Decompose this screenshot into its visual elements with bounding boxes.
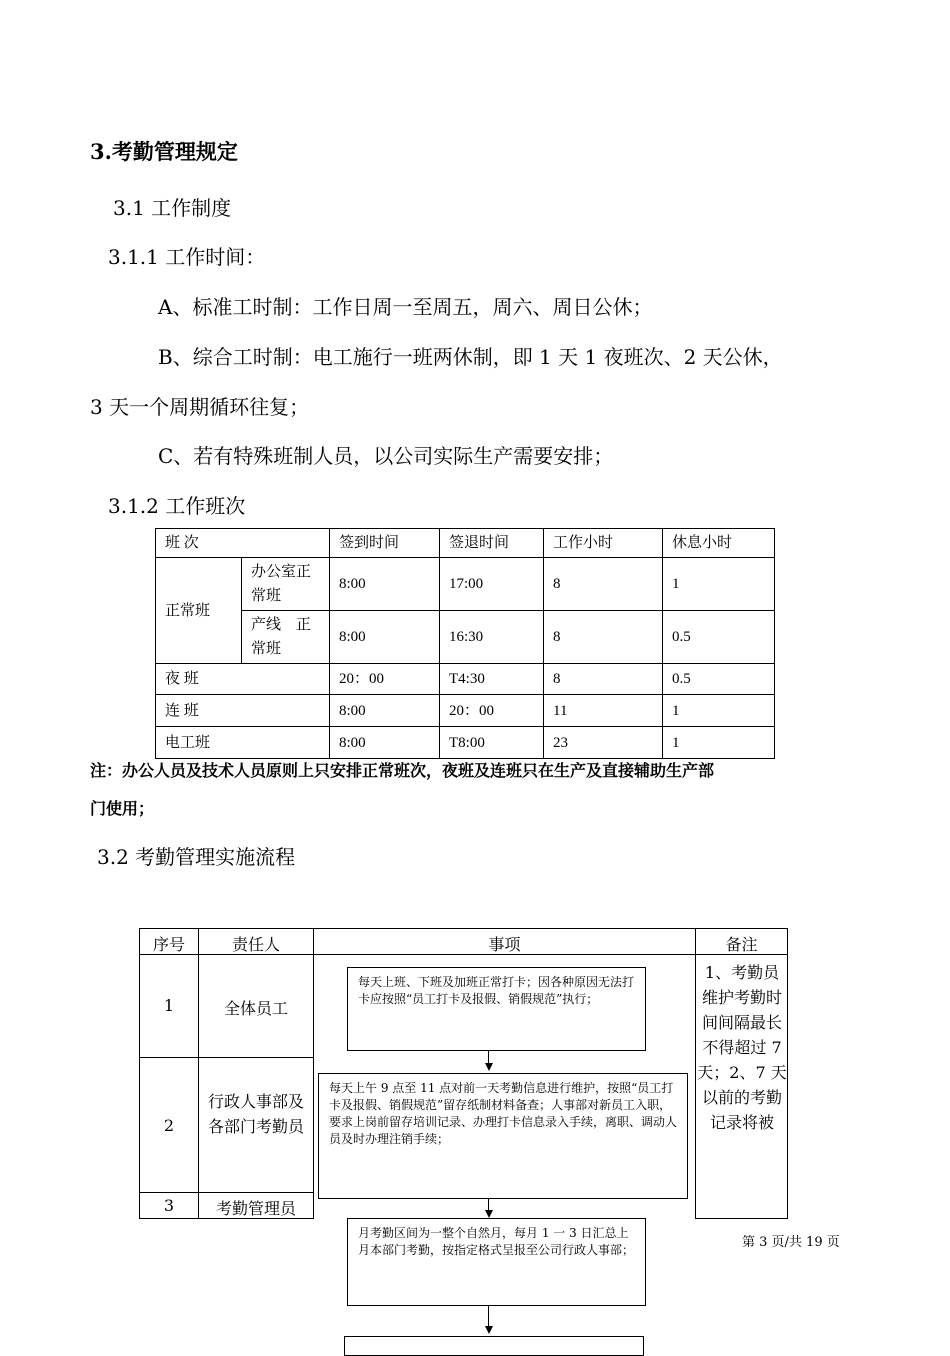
flow-header-remark: 备注 bbox=[725, 935, 758, 954]
header-cell: 休息小时 bbox=[663, 529, 775, 558]
table-cell: T8:00 bbox=[440, 727, 544, 759]
arrow-down-icon bbox=[485, 1210, 493, 1218]
table-cell: 11 bbox=[544, 695, 663, 727]
table-cell: 办公室正常班 bbox=[242, 558, 330, 611]
flow-box-1: 每天上班、下班及加班正常打卡；因各种原因无法打卡应按照“员工打卡及报假、销假规范”执行； bbox=[347, 967, 646, 1051]
flow-arrow bbox=[488, 1306, 489, 1326]
table-row bbox=[156, 558, 775, 611]
header-cell: 签到时间 bbox=[330, 529, 440, 558]
table-row bbox=[156, 611, 775, 664]
subsection-3-2: 3.2 考勤管理实施流程 bbox=[97, 845, 296, 869]
table-cell: 产线 正常班 bbox=[242, 611, 330, 664]
table-header-row bbox=[156, 529, 775, 558]
table-cell: 8:00 bbox=[330, 727, 440, 759]
table-row bbox=[156, 695, 775, 727]
table-cell: 夜 班 bbox=[156, 664, 330, 695]
flow-row-owner: 行政人事部及各部门考勤员 bbox=[208, 1092, 305, 1136]
table-cell: 16:30 bbox=[440, 611, 544, 664]
section-heading: 3.考勤管理规定 bbox=[90, 139, 238, 164]
flow-box-3: 月考勤区间为一整个自然月，每月 1 一 3 日汇总上月本部门考勤，按指定格式呈报至公司行政人事部； bbox=[347, 1218, 646, 1306]
shift-table bbox=[155, 528, 775, 759]
header-cell: 班 次 bbox=[156, 529, 330, 558]
item-c: C、若有特殊班制人员，以公司实际生产需要安排； bbox=[158, 444, 614, 468]
flow-row-owner: 考勤管理员 bbox=[215, 1199, 296, 1218]
table-cell: 连 班 bbox=[156, 695, 330, 727]
table-cell: 1 bbox=[663, 695, 775, 727]
table-cell: 17:00 bbox=[440, 558, 544, 611]
flow-arrow bbox=[488, 1199, 489, 1210]
header-cell: 签退时间 bbox=[440, 529, 544, 558]
table-cell: 0.5 bbox=[663, 664, 775, 695]
item-b-line2: 3 天一个周期循环往复； bbox=[90, 395, 310, 419]
subsection-3-1-1: 3.1.1 工作时间： bbox=[108, 245, 266, 269]
table-cell: 8 bbox=[544, 664, 663, 695]
arrow-down-icon bbox=[485, 1326, 493, 1334]
item-a: A、标准工时制：工作日周一至周五，周六、周日公休； bbox=[158, 295, 653, 319]
table-cell: 1 bbox=[663, 558, 775, 611]
table-cell: 20：00 bbox=[330, 664, 440, 695]
table-cell: 0.5 bbox=[663, 611, 775, 664]
flow-row-no: 2 bbox=[163, 1116, 175, 1135]
flow-row-no: 3 bbox=[163, 1196, 175, 1215]
table-cell: T4:30 bbox=[440, 664, 544, 695]
note-line1: 注：办公人员及技术人员原则上只安排正常班次，夜班及连班只在生产及直接辅助生产部 bbox=[90, 761, 715, 780]
subsection-3-1-2: 3.1.2 工作班次 bbox=[108, 494, 246, 518]
note-line2: 门使用； bbox=[90, 799, 155, 818]
table-cell: 8:00 bbox=[330, 695, 440, 727]
table-row bbox=[156, 664, 775, 695]
table-cell: 8 bbox=[544, 611, 663, 664]
flow-row-no: 1 bbox=[163, 996, 175, 1015]
table-cell: 8:00 bbox=[330, 611, 440, 664]
table-cell: 电工班 bbox=[156, 727, 330, 759]
table-row bbox=[156, 727, 775, 759]
table-cell: 23 bbox=[544, 727, 663, 759]
flow-remark: 1、考勤员维护考勤时间间隔最长不得超过 7 天；2、7 天以前的考勤记录将被 bbox=[697, 963, 787, 1132]
flow-box-2: 每天上午 9 点至 11 点对前一天考勤信息进行维护，按照“员工打卡及报假、销假规范”留存纸制材料备查；人事部对新员工入职，要求上岗前留存培训记录、办理打卡信息录入手续，离职、调动人员及时办理注销手续； bbox=[318, 1073, 688, 1199]
page-number: 第 3 页/共 19 页 bbox=[742, 1235, 840, 1250]
header-cell: 工作小时 bbox=[544, 529, 663, 558]
flow-row-owner: 全体员工 bbox=[223, 999, 288, 1018]
flow-arrow bbox=[488, 1051, 489, 1063]
table-cell: 1 bbox=[663, 727, 775, 759]
table-cell: 正常班 bbox=[156, 558, 242, 664]
flow-header-item: 事项 bbox=[488, 935, 521, 954]
table-cell: 8:00 bbox=[330, 558, 440, 611]
arrow-down-icon bbox=[485, 1063, 493, 1071]
flow-header-owner: 责任人 bbox=[231, 935, 280, 954]
flow-header-no: 序号 bbox=[152, 935, 185, 954]
subsection-3-1: 3.1 工作制度 bbox=[113, 196, 232, 220]
table-cell: 8 bbox=[544, 558, 663, 611]
table-cell: 20：00 bbox=[440, 695, 544, 727]
item-b-line1: B、综合工时制：电工施行一班两休制，即 1 天 1 夜班次、2 天公休， bbox=[158, 345, 783, 369]
flow-box-4 bbox=[344, 1336, 644, 1356]
